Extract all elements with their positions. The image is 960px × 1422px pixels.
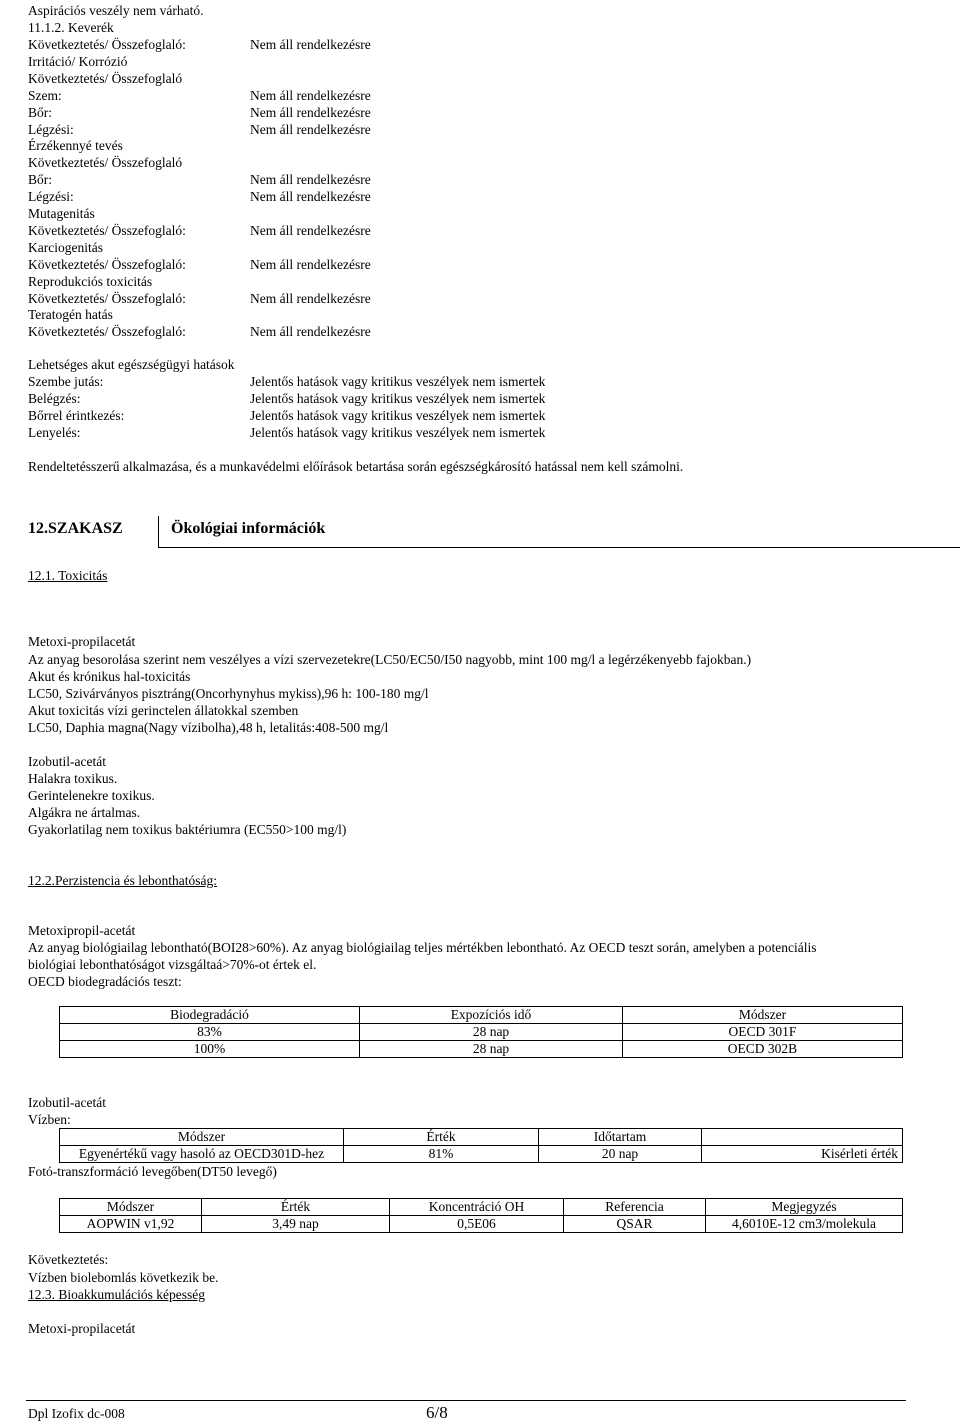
table-header-cell: Referencia [564,1199,706,1216]
tox-p1-line: LC50, Daphia magna(Nagy vízibolha),48 h, letalitás:408-500 mg/l [28,720,389,735]
table-cell: 28 nap [360,1041,623,1058]
tox-row-label: Irritáció/ Korrózió [28,54,128,69]
tox-row-label: Következtetés/ Összefoglaló: [28,324,186,339]
persistence-text: Az anyag biológiailag lebontható(BOI28>60%). Az anyag biológiailag teljes mértékben lebontható. Az OECD teszt során, amelyben a potenciális [28,940,817,955]
bioaccumulation-heading: 12.3. Bioakkumulációs képesség [28,1287,205,1302]
table-cell: 0,5E06 [390,1216,564,1233]
table-cell: QSAR [564,1216,706,1233]
toxicity-heading: 12.1. Toxicitás [28,568,108,583]
tox-row-label: Bőr: [28,105,53,120]
table-header-row [60,1007,903,1024]
tox-row-label: Mutagenitás [28,206,95,221]
water-degradation-table [59,1128,903,1163]
bioaccumulation-substance: Metoxi-propilacetát [28,1321,136,1336]
tox-p2-line: Izobutil-acetát [28,754,106,769]
footer-document-id: Dpl Izofix dc-008 [28,1406,125,1421]
acute-row-label: Lenyelés: [28,425,81,440]
biodegradation-table [59,1006,903,1058]
table-header-cell: Megjegyzés [706,1199,903,1216]
tox-row-label: Következtetés/ Összefoglaló: [28,223,186,238]
tox-row-value: Nem áll rendelkezésre [250,37,371,52]
tox-row-label: Karciogenitás [28,240,103,255]
tox-row-label: Következtetés/ Összefoglaló [28,155,183,170]
acute-row-value: Jelentős hatások vagy kritikus veszélyek nem ismertek [250,391,546,406]
table-cell: OECD 301F [623,1024,903,1041]
tox-row-label: Légzési: [28,122,74,137]
tox-row-label: Következtetés/ Összefoglaló: [28,291,186,306]
conclusion-text: Vízben biolebomlás következik be. [28,1270,219,1285]
section-divider [158,516,159,548]
persistence-substance: Metoxipropil-acetát [28,923,136,938]
section-header [28,516,960,548]
persistence-heading: 12.2.Perzistencia és lebonthatóság: [28,873,217,888]
table-cell: AOPWIN v1,92 [60,1216,202,1233]
section-underline [158,547,960,548]
tox-p1-line: Az anyag besorolása szerint nem veszélyes a vízi szervezetekre(LC50/EC50/I50 nagyobb, mint 100 mg/l a legérzékenyebb fajokban.) [28,652,752,667]
acute-row-label: Belégzés: [28,391,81,406]
photo-transformation-table [59,1198,903,1233]
tox-p1-line: Akut és krónikus hal-toxicitás [28,669,191,684]
tox-p2-line: Gerintelenekre toxikus. [28,788,155,803]
acute-row-label: Bőrrel érintkezés: [28,408,125,423]
table-cell: 83% [60,1024,360,1041]
table-header-cell: Koncentráció OH [390,1199,564,1216]
acute-effects-heading: Lehetséges akut egészségügyi hatások [28,357,235,372]
tox-p2-line: Halakra toxikus. [28,771,118,786]
subsection-mixture: 11.1.2. Keverék [28,20,114,35]
tox-row-label: Érzékennyé tevés [28,138,123,153]
table-header-row [60,1199,903,1216]
section-title: Ökológiai információk [171,520,326,537]
tox-row-value: Nem áll rendelkezésre [250,88,371,103]
table-cell: 28 nap [360,1024,623,1041]
table-cell: Egyenértékű vagy hasoló az OECD301D-hez [60,1146,344,1163]
tox-row-label: Szem: [28,88,62,103]
tox-p2-line: Gyakorlatilag nem toxikus baktériumra (EC550>100 mg/l) [28,822,347,837]
table-cell: 4,6010E-12 cm3/molekula [706,1216,903,1233]
water-label: Vízben: [28,1112,71,1127]
table-cell: 100% [60,1041,360,1058]
tox-row-value: Nem áll rendelkezésre [250,122,371,137]
table-header-cell: Módszer [60,1129,344,1146]
table-header-row [60,1129,903,1146]
aspiration-note: Aspirációs veszély nem várható. [28,3,204,18]
table-header-cell: Érték [202,1199,390,1216]
tox-p2-line: Algákra ne ártalmas. [28,805,141,820]
tox-row-label: Reprodukciós toxicitás [28,274,153,289]
tox-row-label: Következtetés/ Összefoglaló: [28,257,186,272]
tox-row-value: Nem áll rendelkezésre [250,257,371,272]
tox-p1-line: Metoxi-propilacetát [28,634,136,649]
table-header-cell: Módszer [60,1199,202,1216]
table-header-cell: Biodegradáció [60,1007,360,1024]
table-header-cell: Időtartam [539,1129,702,1146]
tox-row-value: Nem áll rendelkezésre [250,189,371,204]
tox-row-value: Nem áll rendelkezésre [250,223,371,238]
tox-row-label: Bőr: [28,172,53,187]
table-header-cell: Expozíciós idő [360,1007,623,1024]
tox-row-label: Teratogén hatás [28,307,113,322]
oecd-label: OECD biodegradációs teszt: [28,974,182,989]
table-cell: Kisérleti érték [702,1146,903,1163]
isobutyl-label: Izobutil-acetát [28,1095,106,1110]
tox-row-value: Nem áll rendelkezésre [250,105,371,120]
table-header-cell [702,1129,903,1146]
footer-page-number: 6/8 [426,1403,448,1422]
acute-row-value: Jelentős hatások vagy kritikus veszélyek nem ismertek [250,374,546,389]
persistence-text: biológiai lebonthatóságot vizsgáltaá>70%-ot értek el. [28,957,317,972]
section-number: 12.SZAKASZ [28,520,123,537]
table-row [60,1216,903,1233]
acute-row-label: Szembe jutás: [28,374,104,389]
table-cell: 20 nap [539,1146,702,1163]
table-cell: 81% [344,1146,539,1163]
table-cell: OECD 302B [623,1041,903,1058]
tox-row-value: Nem áll rendelkezésre [250,324,371,339]
tox-row-label: Következtetés/ Összefoglaló: [28,37,186,52]
acute-row-value: Jelentős hatások vagy kritikus veszélyek nem ismertek [250,408,546,423]
tox-row-value: Nem áll rendelkezésre [250,172,371,187]
table-row [60,1041,903,1058]
table-header-cell: Érték [344,1129,539,1146]
tox-row-label: Következtetés/ Összefoglaló [28,71,183,86]
tox-p1-line: LC50, Szivárványos pisztráng(Oncorhynyhus mykiss),96 h: 100-180 mg/l [28,686,429,701]
acute-row-value: Jelentős hatások vagy kritikus veszélyek nem ismertek [250,425,546,440]
footer-rule [26,1400,906,1401]
table-cell: 3,49 nap [202,1216,390,1233]
table-header-cell: Módszer [623,1007,903,1024]
tox-p1-line: Akut toxicitás vízi gerinctelen állatokkal szemben [28,703,299,718]
tox-row-label: Légzési: [28,189,74,204]
table-row [60,1146,903,1163]
tox-row-value: Nem áll rendelkezésre [250,291,371,306]
usage-note: Rendeltetésszerű alkalmazása, és a munkavédelmi előírások betartása során egészségkárosító hatással nem kell számolni. [28,459,684,474]
photo-transformation-label: Fotó-transzformáció levegőben(DT50 levegő) [28,1164,277,1179]
conclusion-label: Következtetés: [28,1252,109,1267]
table-row [60,1024,903,1041]
